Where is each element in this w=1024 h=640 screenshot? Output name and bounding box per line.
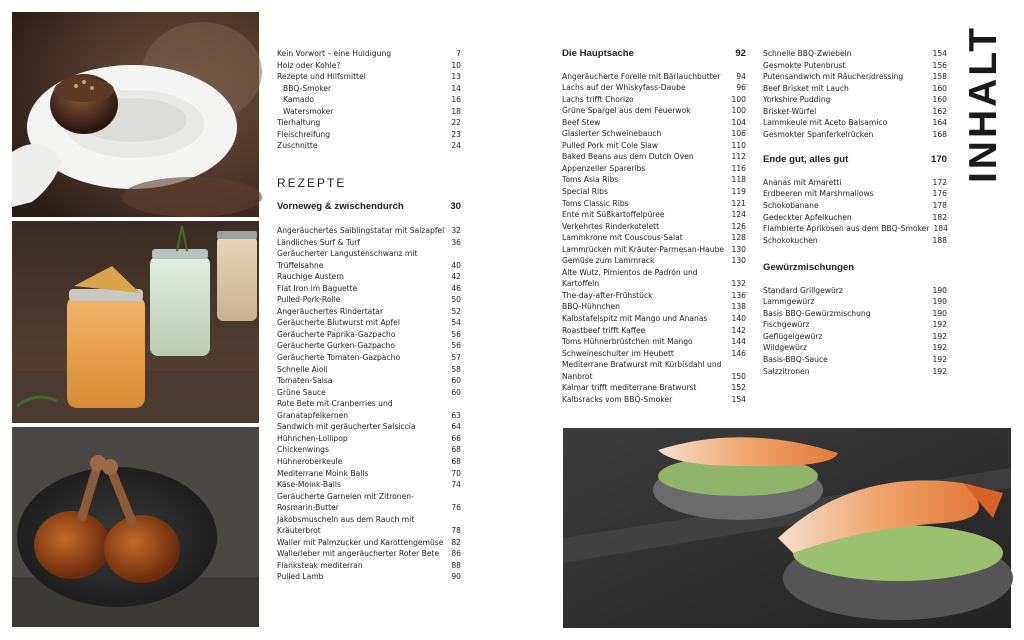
section-page: 170 xyxy=(930,154,947,166)
toc-entry-page: 88 xyxy=(451,560,461,570)
toc-entry[interactable] xyxy=(763,177,947,189)
toc-entry[interactable] xyxy=(763,235,947,247)
toc-entry-title: Ente mit Süßkartoffelpüree xyxy=(562,210,665,220)
toc-entry[interactable] xyxy=(277,117,461,129)
toc-entry[interactable] xyxy=(277,375,461,387)
toc-entry-page: 7 xyxy=(456,49,461,58)
toc-entry-page: 50 xyxy=(451,295,461,305)
toc-entry[interactable] xyxy=(277,387,461,399)
toc-entry-title: Angeräuchertes Saiblingstatar mit Salzapfel xyxy=(277,226,445,236)
toc-entry-page: 58 xyxy=(451,364,461,374)
toc-entry-page: 104 xyxy=(731,117,746,127)
toc-entry[interactable] xyxy=(763,200,947,212)
toc-entry-title: Ländliches Surf & Turf xyxy=(277,237,361,247)
toc-entry-title: Lachs trifft Chorizo xyxy=(562,94,634,104)
toc-entry[interactable] xyxy=(763,354,947,366)
toc-entry[interactable] xyxy=(763,117,947,129)
toc-entry-title: Kamado xyxy=(283,95,315,105)
toc-entry-title: Geflügelgewürz xyxy=(763,331,823,341)
toc-entry-page: 23 xyxy=(451,129,461,139)
toc-entry[interactable] xyxy=(763,106,947,118)
toc-entry[interactable] xyxy=(277,106,461,118)
section-title: Ende gut, alles gut xyxy=(763,154,849,166)
toc-entry-page: 130 xyxy=(731,256,746,266)
toc-entry-title: Geräucherte Garnelen mit Zitronen-Rosmarin-Butter xyxy=(277,491,414,513)
toc-entry-title: Gesmokte Putenbrust xyxy=(763,60,846,70)
toc-entry-title: Flambierte Aprikosen aus dem BBQ-Smoker xyxy=(763,224,930,234)
toc-entry-title: Yorkshire Pudding xyxy=(763,95,831,105)
toc-entry-title: Pulled Pork mit Cole Slaw xyxy=(562,140,659,150)
toc-entry-page: 192 xyxy=(932,331,947,341)
toc-entry-title: Rauchige Austern xyxy=(277,272,344,282)
toc-entry[interactable] xyxy=(277,237,461,249)
toc-entry[interactable] xyxy=(277,60,461,72)
toc-entry-page: 154 xyxy=(731,394,746,404)
toc-entry-title: Jakobsmuscheln aus dem Rauch mit Kräuterbrot xyxy=(277,514,415,536)
toc-entry-page: 42 xyxy=(451,272,461,282)
toc-entry-page: 68 xyxy=(451,445,461,455)
toc-entry-title: Basis-BBQ-Sauce xyxy=(763,355,828,365)
toc-entry[interactable] xyxy=(562,117,746,129)
photo-shrimp-crostini xyxy=(563,428,1011,628)
toc-entry-page: 64 xyxy=(451,422,461,432)
toc-entry[interactable] xyxy=(562,394,746,406)
toc-entry-page: 124 xyxy=(731,210,746,220)
toc-entry[interactable] xyxy=(562,105,746,117)
toc-entry-title: Standard Grillgewürz xyxy=(763,285,843,295)
toc-entry-title: Wildgewürz xyxy=(763,343,808,353)
toc-entry-page: 146 xyxy=(731,348,746,358)
toc-entry-title: Basis BBQ-Gewürzmischung xyxy=(763,308,871,318)
toc-entry-page: 192 xyxy=(932,320,947,330)
toc-entry[interactable] xyxy=(763,212,947,224)
toc-entry-title: Fischgewürz xyxy=(763,320,810,330)
toc-entry-title: Holz oder Kohle? xyxy=(277,60,341,70)
toc-entry[interactable] xyxy=(277,317,461,329)
toc-entry-page: 24 xyxy=(451,141,461,151)
toc-entry-title: Special Ribs xyxy=(562,187,608,197)
toc-entry-page: 54 xyxy=(451,318,461,328)
toc-entry-title: Angeräucherte Forelle mit Bärlauchbutter xyxy=(562,71,721,81)
toc-entry[interactable] xyxy=(277,306,461,318)
toc-entry[interactable] xyxy=(562,325,746,337)
toc-entry-page: 60 xyxy=(451,387,461,397)
toc-entry-title: Appenzeller Spareribs xyxy=(562,163,646,173)
toc-entry[interactable] xyxy=(277,83,461,95)
toc-entry[interactable] xyxy=(277,271,461,283)
toc-entry-page: 138 xyxy=(731,302,746,312)
toc-entry-page: 168 xyxy=(932,129,947,139)
toc-entry[interactable] xyxy=(562,128,746,140)
toc-entry-page: 66 xyxy=(451,433,461,443)
toc-entry-title: Watersmoker xyxy=(283,106,334,116)
toc-entry[interactable] xyxy=(277,537,461,549)
toc-entry-title: Verkehrtes Rinderkotelett xyxy=(562,221,660,231)
toc-entry-page: 188 xyxy=(932,235,947,245)
toc-entry-page: 40 xyxy=(451,260,461,270)
toc-entry-title: Geräucherte Tomaten-Gazpacho xyxy=(277,353,401,363)
toc-entry-title: Sandwich mit geräucherter Salsiccia xyxy=(277,422,416,432)
toc-entry-title: Toms Hühnerbrüstchen mit Mango xyxy=(562,337,693,347)
toc-entry[interactable] xyxy=(763,366,947,378)
toc-entry-title: Beef Stew xyxy=(562,117,601,127)
intro-list xyxy=(277,48,461,152)
toc-entry-title: Hühnchen-Lollipop xyxy=(277,433,348,443)
toc-entry[interactable] xyxy=(277,444,461,456)
toc-entry[interactable] xyxy=(562,255,746,267)
section-page: 92 xyxy=(735,48,746,59)
section-heading-ende[interactable] xyxy=(763,154,947,166)
toc-entry-page: 119 xyxy=(731,187,746,197)
toc-entry-title: BBQ-Hühnchen xyxy=(562,302,620,312)
section-heading-gewuerz[interactable] xyxy=(763,262,947,274)
toc-entry[interactable] xyxy=(277,352,461,364)
toc-entry-page: 96 xyxy=(736,83,746,93)
toc-entry-title: Kein Vorwort – eine Huldigung xyxy=(277,49,392,58)
toc-entry[interactable] xyxy=(763,83,947,95)
toc-entry-page: 56 xyxy=(451,329,461,339)
toc-entry-title: Flanksteak mediterran xyxy=(277,560,363,570)
toc-entry[interactable] xyxy=(277,548,461,560)
toc-entry-title: Glasierter Schweinebauch xyxy=(562,129,662,139)
toc-entry[interactable] xyxy=(277,129,461,141)
toc-entry[interactable] xyxy=(562,163,746,175)
toc-entry[interactable] xyxy=(763,129,947,141)
toc-entry-title: Geräucherte Blutwurst mit Apfel xyxy=(277,318,400,328)
toc-entry-title: Schweineschulter im Heubett xyxy=(562,348,674,358)
toc-entry[interactable] xyxy=(277,294,461,306)
toc-entry-title: Waller mit Palmzucker und Karottengemüse xyxy=(277,537,444,547)
toc-entry-title: Ananas mit Amaretti xyxy=(763,177,842,187)
vorneweg-list xyxy=(277,225,461,583)
toc-entry-page: 60 xyxy=(451,376,461,386)
toc-entry-page: 130 xyxy=(731,244,746,254)
hauptsache-continued-list xyxy=(763,48,947,140)
toc-entry-page: 90 xyxy=(451,572,461,582)
toc-entry[interactable] xyxy=(562,244,746,256)
toc-entry-page: 70 xyxy=(451,468,461,478)
toc-entry-title: Grüne Sauce xyxy=(277,387,326,397)
toc-entry-title: Lachs auf der Whiskyfass-Daube xyxy=(562,83,686,93)
toc-entry[interactable] xyxy=(763,60,947,72)
toc-entry-page: 140 xyxy=(731,314,746,324)
toc-entry-title: The-day-after-Frühstück xyxy=(562,290,653,300)
toc-entry-page: 178 xyxy=(932,201,947,211)
ende-list xyxy=(763,177,947,246)
toc-entry-page: 22 xyxy=(451,118,461,128)
toc-entry-title: Gemüse zum Lammrack xyxy=(562,256,655,266)
toc-entry[interactable] xyxy=(562,71,746,83)
section-title: Die Hauptsache xyxy=(562,48,634,59)
toc-entry-page: 68 xyxy=(451,456,461,466)
toc-entry-title: Tierhaltung xyxy=(277,118,321,128)
photo-chicken-lollipops xyxy=(12,427,259,627)
toc-entry[interactable] xyxy=(277,329,461,341)
toc-entry-title: Geräucherte Paprika-Gazpacho xyxy=(277,329,396,339)
toc-entry-title: Lammrücken mit Kräuter-Parmesan-Haube xyxy=(562,244,725,254)
toc-entry-title: Roastbeef trifft Kaffee xyxy=(562,325,646,335)
toc-entry-title: Hühneroberkeule xyxy=(277,456,343,466)
toc-entry[interactable] xyxy=(277,94,461,106)
toc-entry[interactable] xyxy=(277,514,461,537)
toc-entry[interactable] xyxy=(763,331,947,343)
gewuerz-list xyxy=(763,285,947,377)
toc-entry[interactable] xyxy=(277,340,461,352)
toc-entry-title: Alte Wutz, Pimientos de Padrón und Kartoffeln xyxy=(562,267,698,289)
toc-entry-page: 18 xyxy=(451,106,461,116)
toc-entry[interactable] xyxy=(277,140,461,152)
toc-entry-title: Kalbsracks vom BBQ-Smoker xyxy=(562,394,673,404)
toc-entry-page: 121 xyxy=(731,198,746,208)
toc-entry[interactable] xyxy=(277,225,461,237)
toc-entry-title: Fleischreifung xyxy=(277,129,331,139)
toc-entry-title: Baked Beans aus dem Dutch Oven xyxy=(562,152,694,162)
toc-entry[interactable] xyxy=(562,221,746,233)
photo-gazpacho-glasses xyxy=(12,221,259,423)
toc-entry[interactable] xyxy=(562,267,746,290)
toc-entry-page: 160 xyxy=(932,83,947,93)
toc-entry-page: 14 xyxy=(451,83,461,93)
toc-entry-page: 162 xyxy=(932,106,947,116)
toc-entry-title: Rezepte und Hilfsmittel xyxy=(277,72,366,82)
toc-entry[interactable] xyxy=(562,209,746,221)
toc-entry-page: 112 xyxy=(731,152,746,162)
toc-entry-page: 116 xyxy=(731,163,746,173)
toc-entry[interactable] xyxy=(763,319,947,331)
toc-entry-page: 190 xyxy=(932,285,947,295)
toc-entry-page: 136 xyxy=(731,290,746,300)
toc-entry-page: 176 xyxy=(932,189,947,199)
toc-entry-title: Mediterrane Bratwurst mit Kürbisdahl und Nanbrot xyxy=(562,360,722,381)
toc-entry-page: 192 xyxy=(932,366,947,376)
toc-entry[interactable] xyxy=(277,560,461,572)
toc-entry-page: 86 xyxy=(451,549,461,559)
toc-entry[interactable] xyxy=(277,468,461,480)
toc-entry-title: Toms Classic Ribs xyxy=(562,198,629,208)
section-page: 30 xyxy=(450,201,461,213)
toc-entry[interactable] xyxy=(277,456,461,468)
toc-entry-title: Pulled-Pork-Rolle xyxy=(277,295,341,305)
toc-entry-title: Grüne Spargel aus dem Feuerwok xyxy=(562,106,691,116)
toc-entry-title: Flat Iron im Baguette xyxy=(277,283,358,293)
toc-entry-title: Schokobanane xyxy=(763,201,819,211)
rezepte-label: REZEPTE xyxy=(277,175,347,190)
toc-entry-page: 158 xyxy=(932,72,947,82)
toc-entry-title: Geräucherte Gurken-Gazpacho xyxy=(277,341,396,351)
toc-entry-title: Pulled Lamb xyxy=(277,572,324,582)
toc-entry-page: 192 xyxy=(932,343,947,353)
toc-entry-page: 184 xyxy=(933,224,948,234)
toc-entry[interactable] xyxy=(562,348,746,360)
toc-entry-title: Salzzitronen xyxy=(763,366,810,376)
photo-smoked-dish-on-white-plate xyxy=(12,12,259,217)
toc-entry-page: 82 xyxy=(451,537,461,547)
toc-entry-title: Zuschnitte xyxy=(277,141,318,151)
toc-entry-page: 182 xyxy=(932,212,947,222)
toc-entry-page: 10 xyxy=(451,60,461,70)
toc-entry-page: 78 xyxy=(451,526,461,536)
toc-entry-title: Kalbstafelspitz mit Mango und Ananas xyxy=(562,314,708,324)
toc-entry[interactable] xyxy=(763,71,947,83)
toc-entry[interactable] xyxy=(763,48,947,60)
toc-entry-page: 190 xyxy=(932,308,947,318)
toc-entry-title: Lammkeule mit Aceto Balsamico xyxy=(763,118,888,128)
toc-entry[interactable] xyxy=(763,285,947,297)
toc-entry[interactable] xyxy=(277,571,461,583)
toc-entry-page: 154 xyxy=(932,49,947,58)
toc-entry-page: 110 xyxy=(731,140,746,150)
toc-entry[interactable] xyxy=(277,398,461,421)
contents-heading xyxy=(962,14,1005,194)
toc-entry[interactable] xyxy=(562,290,746,302)
toc-entry[interactable] xyxy=(277,421,461,433)
toc-entry[interactable] xyxy=(562,94,746,106)
section-heading-hauptsache[interactable] xyxy=(562,48,746,60)
toc-entry-title: Beef Brisket mit Lauch xyxy=(763,83,849,93)
toc-entry-page: 56 xyxy=(451,341,461,351)
toc-entry-page: 172 xyxy=(932,177,947,187)
toc-entry-page: 118 xyxy=(731,175,746,185)
toc-entry[interactable] xyxy=(562,198,746,210)
toc-entry-page: 164 xyxy=(932,118,947,128)
toc-entry-page: 57 xyxy=(451,353,461,363)
toc-entry[interactable] xyxy=(277,71,461,83)
toc-entry-title: Lammgewürz xyxy=(763,297,815,307)
toc-entry-title: Schnelle BBQ-Zwiebeln xyxy=(763,49,852,58)
toc-entry[interactable] xyxy=(763,308,947,320)
hauptsache-list xyxy=(562,71,746,406)
toc-entry[interactable] xyxy=(562,186,746,198)
toc-entry-title: Schokokuchen xyxy=(763,235,818,245)
toc-entry-page: 160 xyxy=(932,95,947,105)
toc-entry-page: 192 xyxy=(932,355,947,365)
section-title: Vorneweg & zwischendurch xyxy=(277,201,404,213)
toc-entry[interactable] xyxy=(763,223,947,235)
toc-entry[interactable] xyxy=(562,82,746,94)
toc-entry-page: 63 xyxy=(451,410,461,420)
toc-entry-title: Chickenwings xyxy=(277,445,329,455)
toc-entry-title: Brisket-Würfel xyxy=(763,106,817,116)
toc-entry-title: Wallerleber mit angeräucherter Roter Bete xyxy=(277,549,440,559)
toc-entry[interactable] xyxy=(562,336,746,348)
toc-entry-title: Gesmokter Spanferkelrücken xyxy=(763,129,874,139)
toc-entry[interactable] xyxy=(763,188,947,200)
toc-entry-page: 152 xyxy=(731,383,746,393)
toc-entry-page: 126 xyxy=(731,221,746,231)
toc-entry-title: Gedeckter Apfelkuchen xyxy=(763,212,852,222)
toc-entry-title: Lammkrone mit Couscous-Salat xyxy=(562,233,683,243)
toc-entry-page: 36 xyxy=(451,237,461,247)
toc-entry-page: 94 xyxy=(736,71,746,81)
toc-entry[interactable] xyxy=(562,382,746,394)
toc-entry-page: 16 xyxy=(451,95,461,105)
toc-entry-title: Angeräuchertes Rindertatar xyxy=(277,306,384,316)
toc-entry-title: Tomaten-Salsa xyxy=(277,376,333,386)
toc-entry-title: Putensandwich mit Räucheridressing xyxy=(763,72,904,82)
toc-entry-page: 46 xyxy=(451,283,461,293)
toc-entry[interactable] xyxy=(277,479,461,491)
toc-entry[interactable] xyxy=(277,364,461,376)
toc-entry-page: 150 xyxy=(731,371,746,381)
toc-entry[interactable] xyxy=(277,491,461,514)
toc-entry-page: 74 xyxy=(451,480,461,490)
toc-entry-page: 13 xyxy=(451,72,461,82)
toc-entry[interactable] xyxy=(277,433,461,445)
contents-heading-text: INHALT xyxy=(962,24,1005,184)
toc-entry[interactable] xyxy=(763,296,947,308)
toc-entry[interactable] xyxy=(763,94,947,106)
toc-entry-page: 142 xyxy=(731,325,746,335)
toc-entry[interactable] xyxy=(562,359,746,382)
toc-entry[interactable] xyxy=(277,283,461,295)
toc-entry-page: 156 xyxy=(932,60,947,70)
section-heading-vorneweg[interactable] xyxy=(277,201,461,213)
toc-entry[interactable] xyxy=(277,248,461,271)
toc-entry[interactable] xyxy=(763,342,947,354)
toc-column-2 xyxy=(562,48,746,405)
toc-entry-title: Toms Asia Ribs xyxy=(562,175,619,185)
toc-entry-page: 106 xyxy=(731,129,746,139)
toc-entry[interactable] xyxy=(562,301,746,313)
toc-entry-page: 100 xyxy=(731,94,746,104)
toc-entry-page: 52 xyxy=(451,306,461,316)
section-title: Gewürzmischungen xyxy=(763,262,855,274)
toc-entry-page: 32 xyxy=(451,226,461,236)
toc-entry-title: Geräucherter Langustenschwanz mit Trüffelsahne xyxy=(277,249,418,270)
toc-column-3 xyxy=(763,48,947,377)
toc-entry-title: Schnelle Aioli xyxy=(277,364,328,374)
toc-entry-title: Kalmar trifft mediterrane Bratwurst xyxy=(562,383,697,393)
toc-entry[interactable] xyxy=(562,232,746,244)
toc-column-1 xyxy=(277,48,461,583)
toc-entry-page: 76 xyxy=(451,503,461,513)
toc-entry-page: 128 xyxy=(731,233,746,243)
toc-entry[interactable] xyxy=(277,48,461,60)
toc-entry-page: 144 xyxy=(731,337,746,347)
toc-entry-title: Rote Bete mit Cranberries und Granatapfelkernen xyxy=(277,399,393,420)
toc-entry-page: 190 xyxy=(932,297,947,307)
toc-entry[interactable] xyxy=(562,313,746,325)
toc-entry-title: BBQ-Smoker xyxy=(283,83,332,93)
toc-entry-title: Erdbeeren mit Marshmallows xyxy=(763,189,874,199)
toc-entry[interactable] xyxy=(562,151,746,163)
toc-entry[interactable] xyxy=(562,140,746,152)
toc-entry-title: Mediterrane Moink Balls xyxy=(277,468,369,478)
toc-entry[interactable] xyxy=(562,174,746,186)
toc-entry-page: 132 xyxy=(731,279,746,289)
toc-entry-title: Käse-Moink-Balls xyxy=(277,480,341,490)
toc-entry-page: 100 xyxy=(731,106,746,116)
